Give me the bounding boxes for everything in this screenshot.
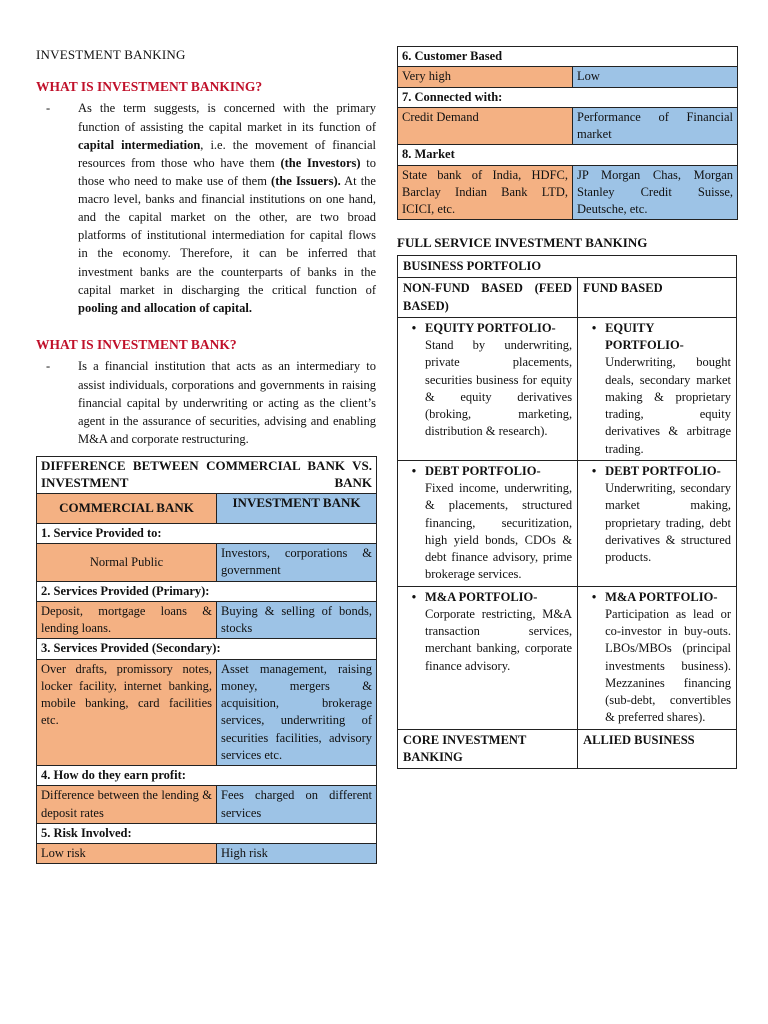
business-portfolio-title: BUSINESS PORTFOLIO: [398, 256, 737, 278]
portfolio-row: [398, 317, 737, 460]
portfolio-description: Underwriting, bought deals, secondary market making & proprietary trading, equity derivatives & arbitrage trading.: [605, 355, 731, 456]
non-fund-portfolio-cell: [398, 586, 578, 729]
investment-bank-cell: Asset management, raising money, mergers & acquisition, brokerage services, underwriting of securities facilities, advisory services etc.: [217, 659, 377, 766]
heading-what-is-investment-bank: WHAT IS INVESTMENT BANK?: [36, 336, 237, 352]
text-run: As the term suggests, is concerned with the primary function of assisting the capital market in its function of: [78, 101, 376, 134]
portfolio-title: EQUITY PORTFOLIO-: [425, 320, 556, 335]
portfolio-title: M&A PORTFOLIO-: [425, 589, 538, 604]
paragraph-investment-bank: [36, 357, 376, 448]
paragraph-investment-banking: [36, 99, 376, 317]
bold-text: (the Investors): [280, 155, 361, 170]
investment-bank-cell: Investors, corporations & government: [217, 544, 377, 582]
portfolio-title: DEBT PORTFOLIO-: [425, 463, 541, 478]
section-label: 8. Market: [398, 145, 738, 165]
bullet-icon: •: [591, 320, 597, 335]
header-fund-based: FUND BASED: [578, 278, 737, 318]
portfolio-description: Stand by underwriting, private placements, securities business for equity & equity derivatives (broking, marketing, distribution & research).: [425, 338, 573, 439]
paragraph-text: [78, 99, 376, 317]
investment-bank-cell: Buying & selling of bonds, stocks: [217, 601, 377, 639]
portfolio-description: Corporate restricting, M&A transaction services, merchant banking, corporate finance advisory.: [425, 606, 573, 673]
portfolio-description: Fixed income, underwriting, & placements, structured financing, securitization, high yield bonds, CDOs & debt finance advisory, prime brokerage services.: [425, 481, 573, 582]
section-label: 1. Service Provided to:: [37, 523, 377, 543]
paragraph-text: Is a financial institution that acts as an intermediary to assist individuals, corporations and governments in raising financial capital by underwriting or acting as the client’s agent in the assurance of securities, advising and enabling M&A and corporate restructuring.: [78, 359, 376, 446]
bold-text: (the Issuers).: [271, 173, 341, 188]
dash-marker: -: [46, 359, 51, 374]
portfolio-title: M&A PORTFOLIO-: [605, 589, 718, 604]
fund-portfolio-cell: [578, 586, 737, 729]
investment-bank-cell: JP Morgan Chas, Morgan Stanley Credit Suisse, Deutsche, etc.: [573, 165, 738, 220]
footer-allied-business: ALLIED BUSINESS: [578, 729, 737, 769]
portfolio-description: Participation as lead or co-investor in buy-outs. LBOs/MBOs (principal investments business). Mezzanines financing (sub-debt, convertibles & preferred shares).: [605, 606, 731, 725]
portfolio-title: EQUITY PORTFOLIO-: [605, 320, 684, 353]
commercial-bank-cell: Very high: [398, 67, 573, 87]
portfolio-row: [398, 460, 737, 586]
section-label: 4. How do they earn profit:: [37, 766, 377, 786]
section-label: 2. Services Provided (Primary):: [37, 581, 377, 601]
text-run: , i.e. the movement of financial resources from those who have them: [78, 137, 376, 170]
full-service-title: FULL SERVICE INVESTMENT BANKING: [397, 235, 648, 251]
footer-core-investment-banking: CORE INVESTMENT BANKING: [398, 729, 578, 769]
text-run: At the macro level, banks and financial institutions on one hand, and the capital market on the other, are two broad platforms of institutional intermediation for capital flows in the economy. Therefore, it can be inferred that investment banks are the counterparts of banks in the capital market in discharging the critical function of: [78, 173, 376, 297]
non-fund-portfolio-cell: [398, 460, 578, 586]
bold-text: pooling and allocation of capital.: [78, 300, 252, 315]
portfolio-row: [398, 586, 737, 729]
bullet-icon: •: [411, 463, 417, 478]
difference-table-title: DIFFERENCE BETWEEN COMMERCIAL BANK VS. INVESTMENT BANK: [37, 457, 377, 494]
portfolio-title: DEBT PORTFOLIO-: [605, 463, 721, 478]
document-title: INVESTMENT BANKING: [36, 47, 186, 62]
business-portfolio-table: [397, 255, 737, 769]
bold-text: capital intermediation: [78, 137, 201, 152]
commercial-bank-cell: Difference between the lending & deposit rates: [37, 786, 217, 824]
commercial-bank-cell: Over drafts, promissory notes, locker facility, internet banking, mobile banking, card facilities etc.: [37, 659, 217, 766]
heading-what-is-investment-banking: WHAT IS INVESTMENT BANKING?: [36, 78, 263, 94]
investment-bank-cell: Fees charged on different services: [217, 786, 377, 824]
bullet-icon: •: [591, 589, 597, 604]
commercial-bank-cell: Normal Public: [37, 544, 217, 582]
commercial-bank-cell: Deposit, mortgage loans & lending loans.: [37, 601, 217, 639]
dash-marker: -: [46, 101, 51, 116]
commercial-bank-cell: State bank of India, HDFC, Barclay Indian Bank LTD, ICICI, etc.: [398, 165, 573, 220]
non-fund-portfolio-cell: [398, 317, 578, 460]
commercial-bank-cell: Low risk: [37, 844, 217, 864]
commercial-bank-cell: Credit Demand: [398, 107, 573, 145]
difference-table-continued: [397, 46, 738, 220]
bullet-icon: •: [411, 589, 417, 604]
difference-table: [36, 456, 377, 864]
bullet-icon: •: [411, 320, 417, 335]
bullet-icon: •: [591, 463, 597, 478]
right-column: [397, 46, 737, 769]
section-label: 3. Services Provided (Secondary):: [37, 639, 377, 659]
header-non-fund-based: NON-FUND BASED (FEED BASED): [398, 278, 578, 318]
investment-bank-cell: High risk: [217, 844, 377, 864]
section-label: 7. Connected with:: [398, 87, 738, 107]
section-label: 5. Risk Involved:: [37, 823, 377, 843]
section-label: 6. Customer Based: [398, 47, 738, 67]
fund-portfolio-cell: [578, 317, 737, 460]
investment-bank-cell: Performance of Financial market: [573, 107, 738, 145]
header-investment-bank: INVESTMENT BANK: [217, 493, 377, 523]
portfolio-description: Underwriting, secondary market making, proprietary trading, debt derivatives & structured products.: [605, 481, 731, 565]
text-run: to those who need to make use of them: [78, 155, 377, 188]
fund-portfolio-cell: [578, 460, 737, 586]
investment-bank-cell: Low: [573, 67, 738, 87]
header-commercial-bank: COMMERCIAL BANK: [37, 493, 217, 523]
left-column: [36, 46, 376, 864]
